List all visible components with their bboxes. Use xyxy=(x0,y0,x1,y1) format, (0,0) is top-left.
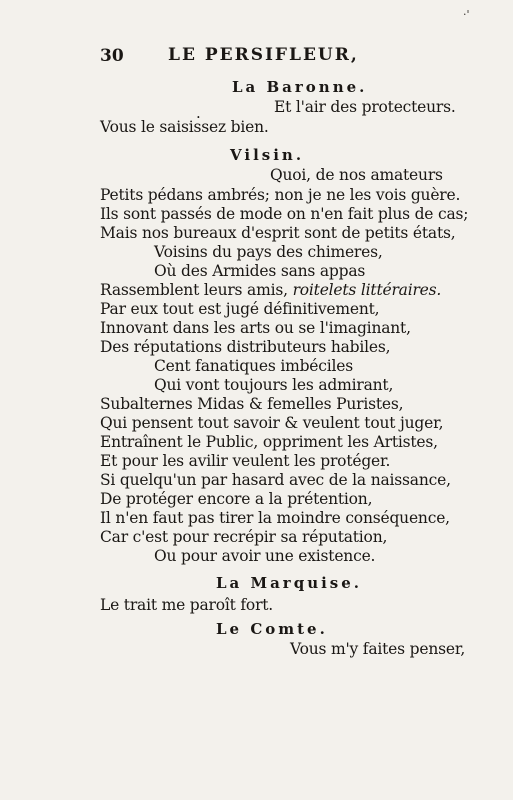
verse-line xyxy=(100,281,441,299)
verse-line: Le trait me paroît fort. xyxy=(100,596,274,614)
verse-line: Où des Armides sans appas xyxy=(154,262,366,280)
verse-line: Vous m'y faites penser, xyxy=(290,640,466,658)
verse-line: Entraînent le Public, oppriment les Artistes, xyxy=(100,433,438,451)
speaker-la-baronne: La Baronne. xyxy=(232,78,368,96)
verse-line: Innovant dans les arts ou se l'imaginant, xyxy=(100,319,411,337)
verse-line: Ou pour avoir une existence. xyxy=(154,547,376,565)
verse-line: Mais nos bureaux d'esprit sont de petits états, xyxy=(100,224,456,242)
ink-dot: . xyxy=(196,104,201,122)
verse-line: Subalternes Midas & femelles Puristes, xyxy=(100,395,404,413)
verse-line: Quoi, de nos amateurs xyxy=(270,166,443,184)
speaker-vilsin: Vilsin. xyxy=(230,146,305,164)
speaker-la-marquise: La Marquise. xyxy=(216,574,363,592)
running-title: LE PERSIFLEUR, xyxy=(168,45,359,65)
verse-line: Petits pédans ambrés; non je ne les vois guère. xyxy=(100,186,461,204)
speaker-le-comte: Le Comte. xyxy=(216,620,328,638)
verse-line: Par eux tout est jugé définitivement, xyxy=(100,300,380,318)
verse-line: Et pour les avilir veulent les protéger. xyxy=(100,452,391,470)
verse-line: Qui vont toujours les admirant, xyxy=(154,376,394,394)
verse-line: Ils sont passés de mode on n'en fait plus de cas; xyxy=(100,205,469,223)
corner-mark: ·' xyxy=(463,8,470,21)
verse-line: Si quelqu'un par hasard avec de la naissance, xyxy=(100,471,451,489)
page-number: 30 xyxy=(100,46,124,66)
verse-line: Voisins du pays des chimeres, xyxy=(154,243,383,261)
verse-line: Des réputations distributeurs habiles, xyxy=(100,338,391,356)
verse-line: Et l'air des protecteurs. xyxy=(274,98,456,116)
verse-line-italic: roitelets littéraires. xyxy=(292,281,442,299)
verse-line: Vous le saisissez bien. xyxy=(100,118,269,136)
verse-line: Il n'en faut pas tirer la moindre conséquence, xyxy=(100,509,450,527)
verse-line: De protéger encore a la prétention, xyxy=(100,490,373,508)
verse-line: Cent fanatiques imbéciles xyxy=(154,357,353,375)
verse-line-part: Rassemblent leurs amis, xyxy=(100,281,288,299)
verse-line: Qui pensent tout savoir & veulent tout juger, xyxy=(100,414,444,432)
verse-line: Car c'est pour recrépir sa réputation, xyxy=(100,528,388,546)
